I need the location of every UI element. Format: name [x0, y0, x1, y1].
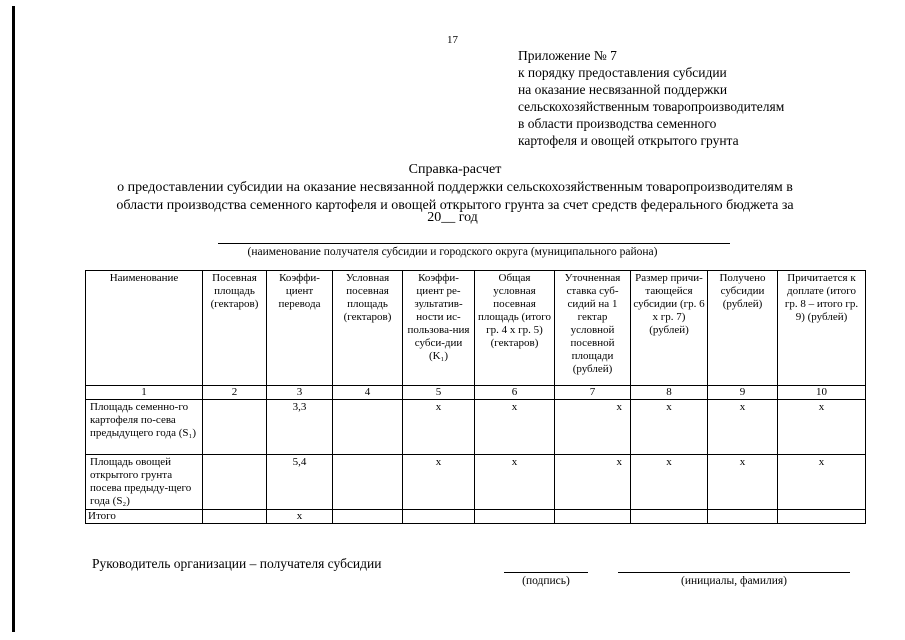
table-cell [708, 510, 778, 524]
column-number: 4 [333, 386, 403, 400]
header-cell: Условная посевная площадь (гектаров) [333, 271, 403, 386]
column-number: 5 [403, 386, 475, 400]
table-cell: x [555, 455, 631, 510]
column-number: 10 [778, 386, 866, 400]
table-cell [403, 510, 475, 524]
row-label: Площадь овощей открытого грунта посева предыду-щего года (S₂) [86, 455, 203, 510]
appendix-block [518, 47, 898, 149]
table-row-seed-potato [86, 400, 866, 455]
title-line-1: о предоставлении субсидии на оказание несвязанной поддержки сельскохозяйственным товаропроизводителям в [117, 180, 793, 195]
column-number: 9 [708, 386, 778, 400]
table-cell [475, 510, 555, 524]
table-cell [203, 455, 267, 510]
table-cell [778, 510, 866, 524]
appendix-line: Приложение № 7 [518, 48, 617, 63]
table-cell: x [555, 400, 631, 455]
column-number: 1 [86, 386, 203, 400]
name-line [618, 572, 850, 573]
appendix-line: картофеля и овощей открытого грунта [518, 133, 739, 148]
table-header-row [86, 271, 866, 386]
table-cell [333, 510, 403, 524]
title-year: 20__ год [427, 210, 478, 225]
document-title [30, 161, 880, 215]
header-cell: Получено субсидии (рублей) [708, 271, 778, 386]
table-cell [203, 510, 267, 524]
recipient-name-line [218, 243, 730, 244]
signature-label: Руководитель организации – получателя субсидии [92, 556, 382, 571]
row-label: Итого [86, 510, 203, 524]
column-number: 6 [475, 386, 555, 400]
header-cell: Коэффи-циент перевода [267, 271, 333, 386]
header-cell: Общая условная посевная площадь (итого гр. 4 x гр. 5) (гектаров) [475, 271, 555, 386]
table-cell [555, 510, 631, 524]
table-cell: x [403, 455, 475, 510]
title-line-2: области производства семенного картофеля и овощей открытого грунта за счет средств федерального бюджета за [116, 198, 794, 213]
table-cell [333, 400, 403, 455]
table-cell: x [708, 400, 778, 455]
appendix-line: на оказание несвязанной поддержки [518, 82, 728, 97]
column-number: 7 [555, 386, 631, 400]
table-cell: x [475, 455, 555, 510]
table-cell: x [778, 455, 866, 510]
header-cell: Коэффи-циент ре-зультатив-ности ис-пользова-ния субси-дии (K₁) [403, 271, 475, 386]
appendix-line: в области производства семенного [518, 116, 717, 131]
table-cell [333, 455, 403, 510]
table-cell [203, 400, 267, 455]
calculation-table [85, 270, 866, 524]
column-number: 8 [631, 386, 708, 400]
table-cell: 5,4 [267, 455, 333, 510]
header-cell: Наименование [86, 271, 203, 386]
column-number: 2 [203, 386, 267, 400]
table-cell: x [631, 455, 708, 510]
appendix-line: сельскохозяйственным товаропроизводителям [518, 99, 785, 114]
column-number: 3 [267, 386, 333, 400]
header-cell: Посевная площадь (гектаров) [203, 271, 267, 386]
signature-caption: (подпись) [522, 575, 570, 587]
name-caption: (инициалы, фамилия) [680, 575, 788, 587]
table-cell: x [267, 510, 333, 524]
table-cell: x [403, 400, 475, 455]
signature-line [504, 572, 588, 573]
appendix-line: к порядку предоставления субсидии [518, 65, 727, 80]
header-cell: Уточненная ставка суб-сидий на 1 гектар условной посевной площади (рублей) [555, 271, 631, 386]
binding-edge-line [12, 6, 15, 632]
table-cell: x [778, 400, 866, 455]
title-heading: Справка-расчет [408, 162, 502, 177]
header-cell: Причитается к доплате (итого гр. 8 – итого гр. 9) (рублей) [778, 271, 866, 386]
recipient-caption: (наименование получателя субсидии и городского округа (муниципального района) [247, 246, 658, 258]
table-cell [631, 510, 708, 524]
table-cell: 3,3 [267, 400, 333, 455]
page-number: 17 [447, 34, 458, 46]
table-cell: x [631, 400, 708, 455]
table-cell: x [475, 400, 555, 455]
row-label: Площадь семенно-го картофеля по-сева предыдущего года (S₁) [86, 400, 203, 455]
table-row-open-ground-vegetables [86, 455, 866, 510]
table-cell: x [708, 455, 778, 510]
header-cell: Размер причи-тающейся субсидии (гр. 6 x гр. 7) (рублей) [631, 271, 708, 386]
table-row-total [86, 510, 866, 524]
column-number-row [86, 386, 866, 400]
